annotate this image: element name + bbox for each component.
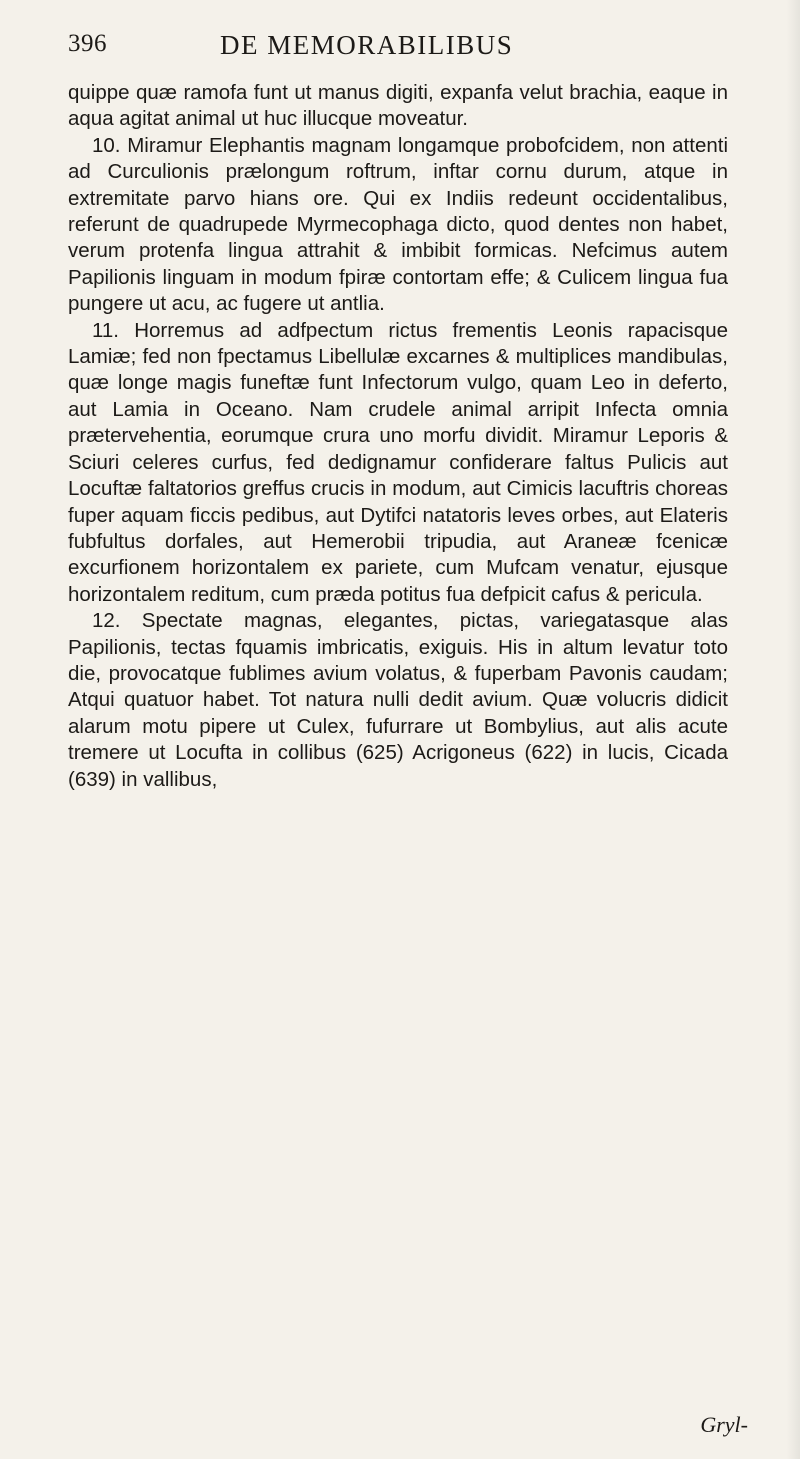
body-text [68, 80, 728, 793]
paragraph-11: 11. Horremus ad adfpectum rictus frementis Leonis rapacisque Lamiæ; fed non fpectamus Libellulæ excarnes & multiplices mandibulas, quæ longe magis funeftæ funt Infectorum vulgo, quam Leo in deferto, aut Lamia in Oceano. Nam crudele animal arripit Infecta omnia prætervehentia, eorumque crura uno morfu dividit. Miramur Leporis & Sciuri celeres curfus, fed dedignamur confiderare faltus Pulicis aut Locuftæ faltatorios greffus crucis in modum, aut Cimicis lacuftris choreas fuper aquam ficcis pedibus, aut Dytifci natatoris leves orbes, aut Elateris fubfultus dorfales, aut Hemerobii tripudia, aut Araneæ fcenicæ excurfionem horizontalem ex pariete, cum Mufcam venatur, ejusque horizontalem reditum, cum præda potitus fua defpicit cafus & pericula. [68, 318, 728, 606]
paragraph-10: 10. Miramur Elephantis magnam longamque probofcidem, non attenti ad Curculionis prælongum roftrum, inftar cornu durum, atque in extremitate parvo hians ore. Qui ex Indiis redeunt occidentalibus, referunt de quadrupede Myrmecophaga dicto, quod dentes non habet, verum protenfa lingua attrahit & imbibit formicas. Nefcimus autem Papilionis linguam in modum fpiræ contortam effe; & Culicem lingua fua pungere ut acu, ac fugere ut antlia. [68, 133, 728, 316]
paragraph-12: 12. Spectate magnas, elegantes, pictas, variegatasque alas Papilionis, tectas fquamis imbricatis, exiguis. His in altum levatur toto die, provocatque fublimes avium volatus, & fuperbam Pavonis caudam; Atqui quatuor habet. Tot natura nulli dedit avium. Quæ volucris didicit alarum motu pipere ut Culex, fufurrare ut Bombylius, aut alis acute tremere ut Locufta in collibus (625) Acrigoneus (622) in lucis, Cicada (639) in vallibus, [68, 609, 728, 791]
page-edge-shadow [786, 0, 800, 1459]
running-title: DE MEMORABILIBUS [220, 30, 514, 60]
catchword: Gryl- [700, 1412, 748, 1437]
page-number: 396 [68, 30, 107, 57]
paragraph-continuation: quippe quæ ramofa funt ut manus digiti, expanfa velut brachia, eaque in aqua agitat animal ut huc illucque moveatur. [68, 81, 728, 131]
page-header [68, 22, 728, 66]
